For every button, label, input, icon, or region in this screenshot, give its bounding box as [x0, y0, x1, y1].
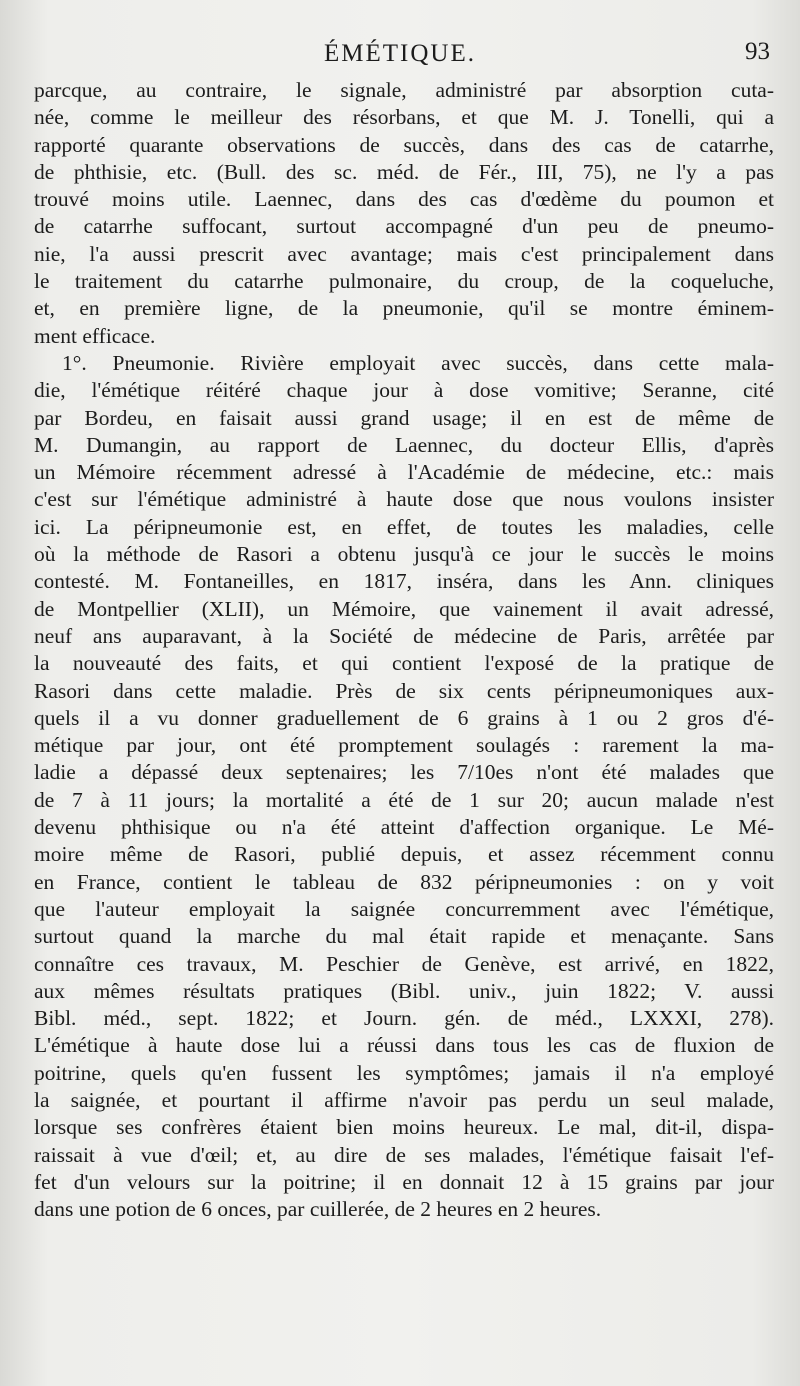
text-line: rapporté quarante observations de succès, dans des cas de catarrhe, — [34, 132, 774, 157]
page-number: 93 — [745, 38, 770, 65]
page-header — [0, 36, 800, 76]
text-line: connaître ces travaux, M. Peschier de Genève, est arrivé, en 1822, — [34, 951, 774, 976]
text-line: fet d'un velours sur la poitrine; il en donnait 12 à 15 grains par jour — [34, 1169, 774, 1194]
text-line: nie, l'a aussi prescrit avec avantage; mais c'est principalement dans — [34, 241, 774, 266]
text-line: un Mémoire récemment adressé à l'Académie de médecine, etc.: mais — [34, 460, 774, 485]
text-line: L'émétique à haute dose lui a réussi dans tous les cas de fluxion de — [34, 1033, 774, 1058]
text-line: quels il a vu donner graduellement de 6 grains à 1 ou 2 gros d'é- — [34, 705, 774, 730]
text-line: ladie a dépassé deux septenaires; les 7/10es n'ont été malades que — [34, 760, 774, 785]
text-line: Rasori dans cette maladie. Près de six cents péripneumoniques aux- — [34, 678, 774, 703]
text-line: la nouveauté des faits, et qui contient l'exposé de la pratique de — [34, 651, 774, 676]
text-line: surtout quand la marche du mal était rapide et menaçante. Sans — [34, 924, 774, 949]
text-line: poitrine, quels qu'en fussent les symptômes; jamais il n'a employé — [34, 1060, 774, 1085]
text-line: de phthisie, etc. (Bull. des sc. méd. de Fér., III, 75), ne l'y a pas — [34, 159, 774, 184]
text-line: par Bordeu, en faisait aussi grand usage; il en est de même de — [34, 405, 774, 430]
text-line: die, l'émétique réitéré chaque jour à dose vomitive; Seranne, cité — [34, 378, 774, 403]
text-line: où la méthode de Rasori a obtenu jusqu'à ce jour le succès le moins — [34, 542, 774, 567]
body-text — [34, 77, 774, 1223]
text-line: de Montpellier (XLII), un Mémoire, que vainement il avait adressé, — [34, 596, 774, 621]
text-line: trouvé moins utile. Laennec, dans des cas d'œdème du poumon et — [34, 187, 774, 212]
text-line: de catarrhe suffocant, surtout accompagné d'un peu de pneumo- — [34, 214, 774, 239]
text-line: dans une potion de 6 onces, par cuillerée, de 2 heures en 2 heures. — [34, 1197, 602, 1222]
text-line: de 7 à 11 jours; la mortalité a été de 1 sur 20; aucun malade n'est — [34, 787, 774, 812]
text-line: Bibl. méd., sept. 1822; et Journ. gén. de méd., LXXXI, 278). — [34, 1006, 774, 1031]
text-line: M. Dumangin, au rapport de Laennec, du docteur Ellis, d'après — [34, 432, 774, 457]
text-line: neuf ans auparavant, à la Société de médecine de Paris, arrêtée par — [34, 623, 774, 648]
text-line: le traitement du catarrhe pulmonaire, du croup, de la coqueluche, — [34, 269, 774, 294]
text-line: que l'auteur employait la saignée concurremment avec l'émétique, — [34, 896, 774, 921]
text-line: née, comme le meilleur des résorbans, et que M. J. Tonelli, qui a — [34, 105, 774, 130]
text-line: en France, contient le tableau de 832 péripneumonies : on y voit — [34, 869, 774, 894]
text-line: ment efficace. — [34, 323, 156, 348]
text-line: c'est sur l'émétique administré à haute dose que nous voulons insister — [34, 487, 774, 512]
text-line: moire même de Rasori, publié depuis, et assez récemment connu — [34, 842, 774, 867]
text-line: la saignée, et pourtant il affirme n'avoir pas perdu un seul malade, — [34, 1087, 774, 1112]
text-line: raissait à vue d'œil; et, au dire de ses malades, l'émétique faisait l'ef- — [34, 1142, 774, 1167]
text-line: parcque, au contraire, le signale, administré par absorption cuta- — [34, 78, 774, 102]
text-line: aux mêmes résultats pratiques (Bibl. univ., juin 1822; V. aussi — [34, 978, 774, 1003]
text-line: devenu phthisique ou n'a été atteint d'affection organique. Le Mé- — [34, 815, 774, 840]
text-line: et, en première ligne, de la pneumonie, qu'il se montre éminem- — [34, 296, 774, 321]
paragraph-start-line: 1°. Pneumonie. Rivière employait avec succès, dans cette mala- — [62, 350, 774, 375]
text-line: métique par jour, ont été promptement soulagés : rarement la ma- — [34, 733, 774, 758]
text-line: ici. La péripneumonie est, en effet, de toutes les maladies, celle — [34, 514, 774, 539]
text-line: contesté. M. Fontaneilles, en 1817, inséra, dans les Ann. cliniques — [34, 569, 774, 594]
running-title: ÉMÉTIQUE. — [324, 40, 476, 67]
text-line: lorsque ses confrères étaient bien moins heureux. Le mal, dit-il, dispa- — [34, 1115, 774, 1140]
